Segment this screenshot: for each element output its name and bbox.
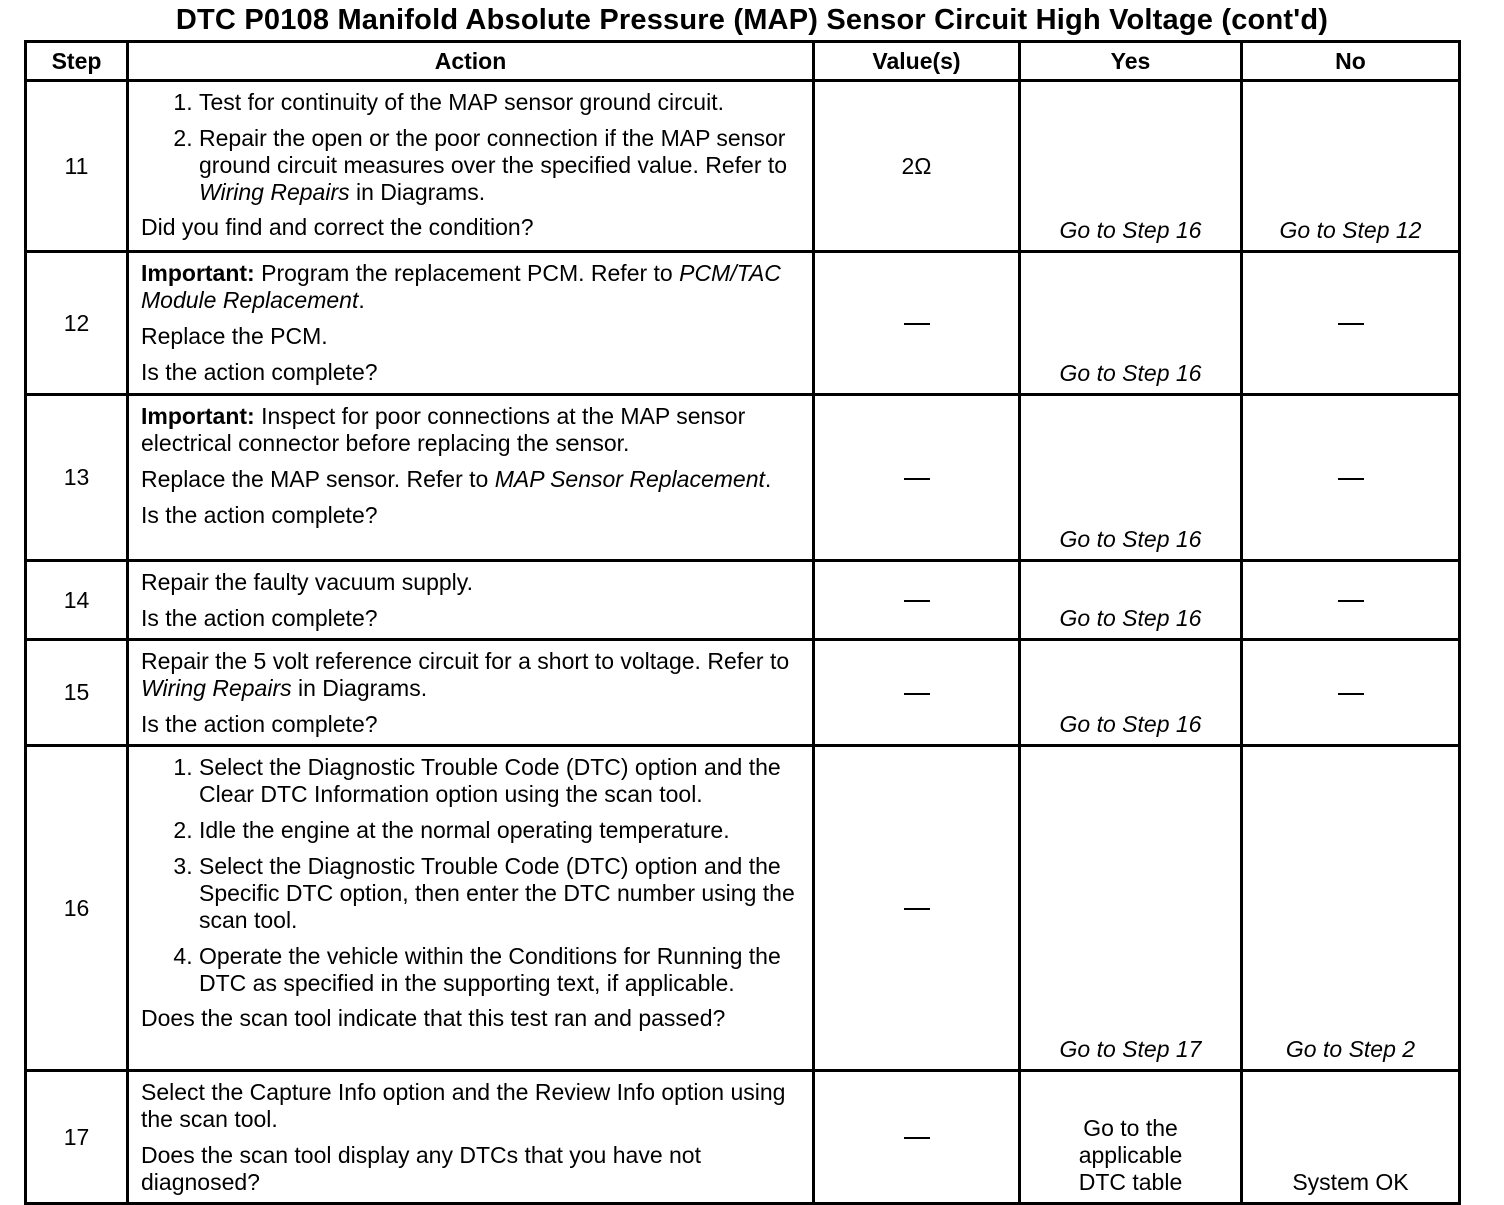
header-step: Step xyxy=(26,42,128,81)
step-number: 12 xyxy=(26,252,128,395)
step-number: 13 xyxy=(26,395,128,561)
yes-cell: Go to Step 17 xyxy=(1020,746,1242,1071)
step-number: 14 xyxy=(26,561,128,640)
dash-mark xyxy=(1338,693,1364,695)
dash-mark xyxy=(904,323,930,325)
list-item: 2. Repair the open or the poor connection if the MAP sensor ground circuit measures over the specified value. Refer to Wiring Repairs in Diagrams. xyxy=(199,125,802,206)
yes-cell: Go to Step 16 xyxy=(1020,252,1242,395)
value-cell xyxy=(814,1071,1020,1204)
action-cell xyxy=(128,746,814,1071)
dash-mark xyxy=(904,1137,930,1139)
action-text: Replace the PCM. xyxy=(141,323,328,349)
yes-line: DTC table xyxy=(1078,1169,1183,1195)
step-number: 11 xyxy=(26,81,128,252)
important-note: Important: Inspect for poor connections at the MAP sensor electrical connector before replacing the sensor. xyxy=(141,403,746,456)
value-cell xyxy=(814,746,1020,1071)
action-cell xyxy=(128,252,814,395)
table-row-step-11 xyxy=(26,81,1460,252)
list-item: 1. Select the Diagnostic Trouble Code (DTC) option and the Clear DTC Information option using the scan tool. xyxy=(199,754,802,808)
reference-link: PCM/TAC Module Replacement xyxy=(141,260,781,313)
question-text: Is the action complete? xyxy=(141,711,378,737)
header-action: Action xyxy=(128,42,814,81)
action-text: Repair the 5 volt reference circuit for a short to voltage. Refer to Wiring Repairs in Diagrams. xyxy=(141,648,790,701)
action-text: Repair the faulty vacuum supply. xyxy=(141,569,473,595)
list-item: 1. Test for continuity of the MAP sensor ground circuit. xyxy=(199,89,802,116)
action-cell xyxy=(128,395,814,561)
action-text: Replace the MAP sensor. Refer to MAP Sensor Replacement. xyxy=(141,466,772,492)
reference-link: Wiring Repairs xyxy=(199,179,350,205)
value-cell xyxy=(814,561,1020,640)
table-row-step-15 xyxy=(26,640,1460,746)
yes-cell: Go to Step 16 xyxy=(1020,640,1242,746)
step-number: 15 xyxy=(26,640,128,746)
value-cell xyxy=(814,395,1020,561)
no-cell: Go to Step 12 xyxy=(1242,81,1460,252)
dash-mark xyxy=(1338,323,1364,325)
list-item: 4. Operate the vehicle within the Conditions for Running the DTC as specified in the supporting text, if applicable. xyxy=(199,943,802,997)
action-cell xyxy=(128,640,814,746)
no-cell: System OK xyxy=(1242,1071,1460,1204)
header-no: No xyxy=(1242,42,1460,81)
dash-mark xyxy=(904,478,930,480)
question-text: Is the action complete? xyxy=(141,359,378,385)
question-text: Is the action complete? xyxy=(141,605,378,631)
question-text: Is the action complete? xyxy=(141,502,378,528)
procedure-list xyxy=(141,89,802,206)
table-row-step-17 xyxy=(26,1071,1460,1204)
dash-mark xyxy=(904,600,930,602)
action-text: Select the Capture Info option and the Review Info option using the scan tool. xyxy=(141,1079,786,1132)
dash-mark xyxy=(904,693,930,695)
important-note: Important: Program the replacement PCM. Refer to PCM/TAC Module Replacement. xyxy=(141,260,781,313)
procedure-list xyxy=(141,754,802,997)
value-cell xyxy=(814,640,1020,746)
diagnostic-table xyxy=(24,40,1461,1205)
table-row-step-13 xyxy=(26,395,1460,561)
yes-line: Go to the xyxy=(1083,1115,1178,1141)
step-number: 17 xyxy=(26,1071,128,1204)
value-cell: 2Ω xyxy=(814,81,1020,252)
important-label: Important: xyxy=(141,260,255,286)
action-cell xyxy=(128,1071,814,1204)
list-item: 2. Idle the engine at the normal operating temperature. xyxy=(199,817,802,844)
header-yes: Yes xyxy=(1020,42,1242,81)
action-cell xyxy=(128,81,814,252)
action-cell xyxy=(128,561,814,640)
page-title: DTC P0108 Manifold Absolute Pressure (MAP) Sensor Circuit High Voltage (cont'd) xyxy=(175,4,1329,36)
list-item: 3. Select the Diagnostic Trouble Code (DTC) option and the Specific DTC option, then enter the DTC number using the scan tool. xyxy=(199,853,802,934)
value-cell xyxy=(814,252,1020,395)
header-values: Value(s) xyxy=(814,42,1020,81)
table-row-step-16 xyxy=(26,746,1460,1071)
question-text: Does the scan tool display any DTCs that you have not diagnosed? xyxy=(141,1142,701,1195)
yes-line: applicable xyxy=(1078,1142,1183,1168)
step-number: 16 xyxy=(26,746,128,1071)
question-text: Does the scan tool indicate that this test ran and passed? xyxy=(141,1005,726,1031)
dash-mark xyxy=(904,908,930,910)
yes-cell: Go to Step 16 xyxy=(1020,561,1242,640)
question-text: Did you find and correct the condition? xyxy=(141,214,534,240)
no-cell xyxy=(1242,252,1460,395)
header-row xyxy=(26,42,1460,81)
yes-cell xyxy=(1020,1071,1242,1204)
dash-mark xyxy=(1338,478,1364,480)
reference-link: Wiring Repairs xyxy=(141,675,292,701)
dash-mark xyxy=(1338,600,1364,602)
reference-link: MAP Sensor Replacement xyxy=(494,466,765,492)
no-cell: Go to Step 2 xyxy=(1242,746,1460,1071)
table-row-step-12 xyxy=(26,252,1460,395)
table-row-step-14 xyxy=(26,561,1460,640)
no-cell xyxy=(1242,640,1460,746)
no-cell xyxy=(1242,395,1460,561)
yes-cell: Go to Step 16 xyxy=(1020,81,1242,252)
no-cell xyxy=(1242,561,1460,640)
important-label: Important: xyxy=(141,403,255,429)
yes-cell: Go to Step 16 xyxy=(1020,395,1242,561)
